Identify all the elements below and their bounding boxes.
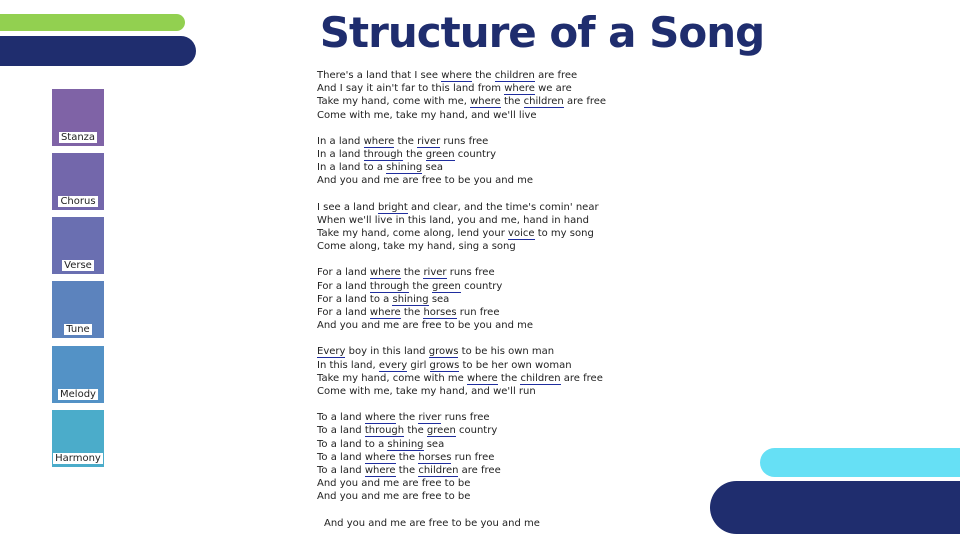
- term-label: Harmony: [55, 453, 101, 464]
- lyric-line: And you and me are free to be you and me: [317, 320, 534, 332]
- term-box-stanza: [52, 89, 104, 146]
- lyric-line: For a land where the horses run free: [317, 307, 500, 319]
- lyric-line: For a land where the river runs free: [317, 267, 495, 279]
- lyric-line: For a land to a shining sea: [317, 293, 450, 305]
- stanza: [317, 266, 647, 332]
- lyric-line: Come with me, take my hand, and we'll live: [317, 109, 537, 121]
- stanza: [317, 345, 647, 398]
- page-title: Structure of a Song: [319, 8, 765, 57]
- lyric-line: And you and me are free to be: [317, 491, 471, 503]
- lyric-line: I see a land bright and clear, and the time's comin' near: [317, 201, 599, 213]
- lyric-line: And you and me are free to be you and me: [317, 175, 534, 187]
- lyric-line: Take my hand, come with me where the children are free: [317, 372, 603, 384]
- lyric-line: And I say it ain't far to this land from where we are: [317, 83, 572, 95]
- lyric-line: In a land through the green country: [317, 149, 497, 161]
- lyric-line: For a land through the green country: [317, 280, 503, 292]
- lyric-line: In a land to a shining sea: [317, 162, 443, 174]
- lyric-line: When we'll live in this land, you and me, hand in hand: [317, 214, 589, 226]
- lyric-line: To a land to a shining sea: [317, 438, 445, 450]
- term-label: Tune: [66, 324, 90, 335]
- navy-accent-bar-bottom: [710, 481, 960, 534]
- lyrics-block: [317, 69, 647, 530]
- term-label: Stanza: [60, 132, 96, 143]
- term-box-chorus: [52, 153, 104, 210]
- term-box-verse: [52, 217, 104, 274]
- lyric-line: And you and me are free to be: [317, 478, 471, 490]
- term-label: Melody: [60, 389, 96, 400]
- stanza: [317, 135, 647, 188]
- lyric-line: Come along, take my hand, sing a song: [317, 241, 516, 253]
- stanza: [317, 69, 647, 122]
- lyric-line: In a land where the river runs free: [317, 135, 489, 147]
- term-box-tune: [52, 281, 104, 338]
- term-label: Chorus: [60, 196, 96, 207]
- cyan-accent-bar: [760, 448, 960, 477]
- stanza: [317, 411, 647, 503]
- lyric-line: Come with me, take my hand, and we'll run: [317, 386, 536, 398]
- term-box-harmony: [52, 410, 104, 467]
- lyric-line: Every boy in this land grows to be his own man: [317, 346, 555, 358]
- lyric-line: In this land, every girl grows to be her own woman: [317, 359, 572, 371]
- lyric-line: To a land where the river runs free: [317, 412, 490, 424]
- term-label: Verse: [64, 260, 92, 271]
- stanza: [317, 201, 647, 254]
- lyric-line: To a land where the children are free: [317, 465, 501, 477]
- lyric-line: To a land through the green country: [317, 425, 498, 437]
- lyric-line: Take my hand, come with me, where the children are free: [317, 96, 607, 108]
- term-box-melody: [52, 346, 104, 403]
- closing-line: And you and me are free to be you and me: [324, 517, 540, 529]
- lyric-line: Take my hand, come along, lend your voice to my song: [317, 228, 594, 240]
- lyric-line: There's a land that I see where the children are free: [317, 70, 578, 81]
- lyric-line: To a land where the horses run free: [317, 451, 495, 463]
